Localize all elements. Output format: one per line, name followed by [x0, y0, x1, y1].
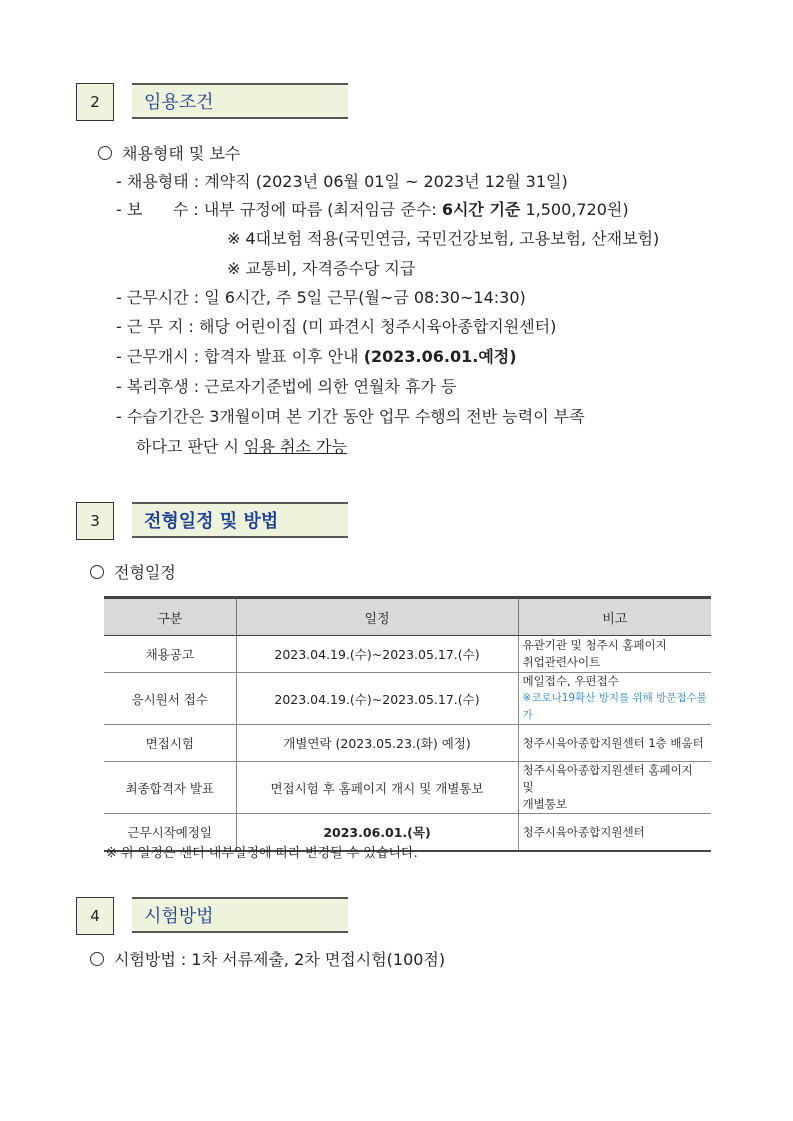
category-cell: 응시원서 접수 [104, 673, 236, 725]
date-cell: 면접시험 후 홈페이지 개시 및 개별통보 [236, 762, 518, 814]
section-title: 임용조건 [132, 83, 348, 119]
note-cell [518, 673, 711, 725]
bullet-circle-icon [90, 952, 104, 966]
note-line: 메일접수, 우편접수 [522, 674, 619, 688]
section-number: 2 [76, 83, 114, 121]
category-cell: 최종합격자 발표 [104, 762, 236, 814]
table-header-row [104, 598, 711, 636]
schedule-footnote: ※ 위 일정은 센터 내부일정에 따라 변경될 수 있습니다. [106, 846, 418, 861]
note-line: 개별통보 [522, 797, 567, 811]
note-cell [518, 636, 711, 673]
pay-bold: 6시간 기준 [441, 200, 521, 219]
note-line: 취업관련사이트 [522, 655, 601, 669]
bullet-circle-icon [98, 146, 112, 160]
date-cell: 2023.04.19.(수)~2023.05.17.(수) [236, 636, 518, 673]
table-row [104, 673, 711, 725]
category-cell: 채용공고 [104, 636, 236, 673]
exam-line [90, 947, 445, 970]
note-cell [518, 762, 711, 814]
schedule-heading: 전형일정 [114, 563, 176, 582]
start-bold: (2023.06.01.예정) [363, 347, 517, 366]
section-2-header [76, 83, 356, 121]
exam-method: 시험방법 : 1차 서류제출, 2차 면접시험(100점) [114, 950, 446, 969]
insurance-note: ※ 4대보험 적용(국민연금, 국민건강보험, 고용보험, 산재보험) [227, 229, 660, 248]
column-header: 비고 [518, 598, 711, 636]
conditions-heading-line [98, 141, 240, 164]
note-cell [518, 814, 711, 852]
employment-type: - 채용형태 : 계약직 (2023년 06월 01일 ~ 2023년 12월 31일) [116, 172, 568, 191]
note-cell [518, 725, 711, 762]
probation-underline: 임용 취소 가능 [244, 437, 347, 456]
note-line: 청주시육아종합지원센터 [522, 824, 645, 839]
work-hours: - 근무시간 : 일 6시간, 주 5일 근무(월~금 08:30~14:30) [116, 288, 526, 307]
allowance-note: ※ 교통비, 자격증수당 지급 [227, 259, 416, 278]
note-highlight: ※코로나19확산 방지를 위해 방문접수불가 [522, 692, 707, 721]
note-line: 청주시육아종합지원센터 1층 배움터 [522, 735, 704, 750]
section-number: 4 [76, 897, 114, 935]
date-cell: 2023.06.01.(목) [236, 814, 518, 852]
section-title: 전형일정 및 방법 [132, 502, 348, 538]
probation-line-1: - 수습기간은 3개월이며 본 기간 동안 업무 수행의 전반 능력이 부족 [116, 407, 585, 426]
category-cell: 근무시작예정일 [104, 814, 236, 852]
table-row [104, 725, 711, 762]
start-line [116, 344, 517, 367]
probation-prefix: 하다고 판단 시 [136, 437, 244, 456]
section-title: 시험방법 [132, 897, 348, 933]
date-cell: 개별연락 (2023.05.23.(화) 예정) [236, 725, 518, 762]
section-3-header [76, 502, 356, 540]
work-place: - 근 무 지 : 해당 어린이집 (미 파견시 청주시육아종합지원센터) [116, 317, 557, 336]
schedule-heading-line [90, 560, 176, 583]
pay-prefix: - 보 수 : 내부 규정에 따름 (최저임금 준수: [116, 200, 442, 219]
note-line: 청주시육아종합지원센터 홈페이지 및 [522, 763, 693, 794]
bullet-circle-icon [90, 565, 104, 579]
schedule-table [104, 596, 711, 852]
pay-line [116, 197, 629, 220]
column-header: 일정 [236, 598, 518, 636]
table-row [104, 636, 711, 673]
start-prefix: - 근무개시 : 합격자 발표 이후 안내 [116, 347, 364, 366]
probation-line-2 [136, 434, 347, 457]
column-header: 구분 [104, 598, 236, 636]
table-row [104, 762, 711, 814]
conditions-heading: 채용형태 및 보수 [122, 144, 241, 163]
section-number: 3 [76, 502, 114, 540]
welfare: - 복리후생 : 근로자기준법에 의한 연월차 휴가 등 [116, 377, 457, 396]
date-cell: 2023.04.19.(수)~2023.05.17.(수) [236, 673, 518, 725]
category-cell: 면접시험 [104, 725, 236, 762]
pay-suffix: 1,500,720원) [520, 200, 629, 219]
note-line: 유관기관 및 청주시 홈페이지 [522, 638, 667, 652]
section-4-header [76, 897, 356, 935]
